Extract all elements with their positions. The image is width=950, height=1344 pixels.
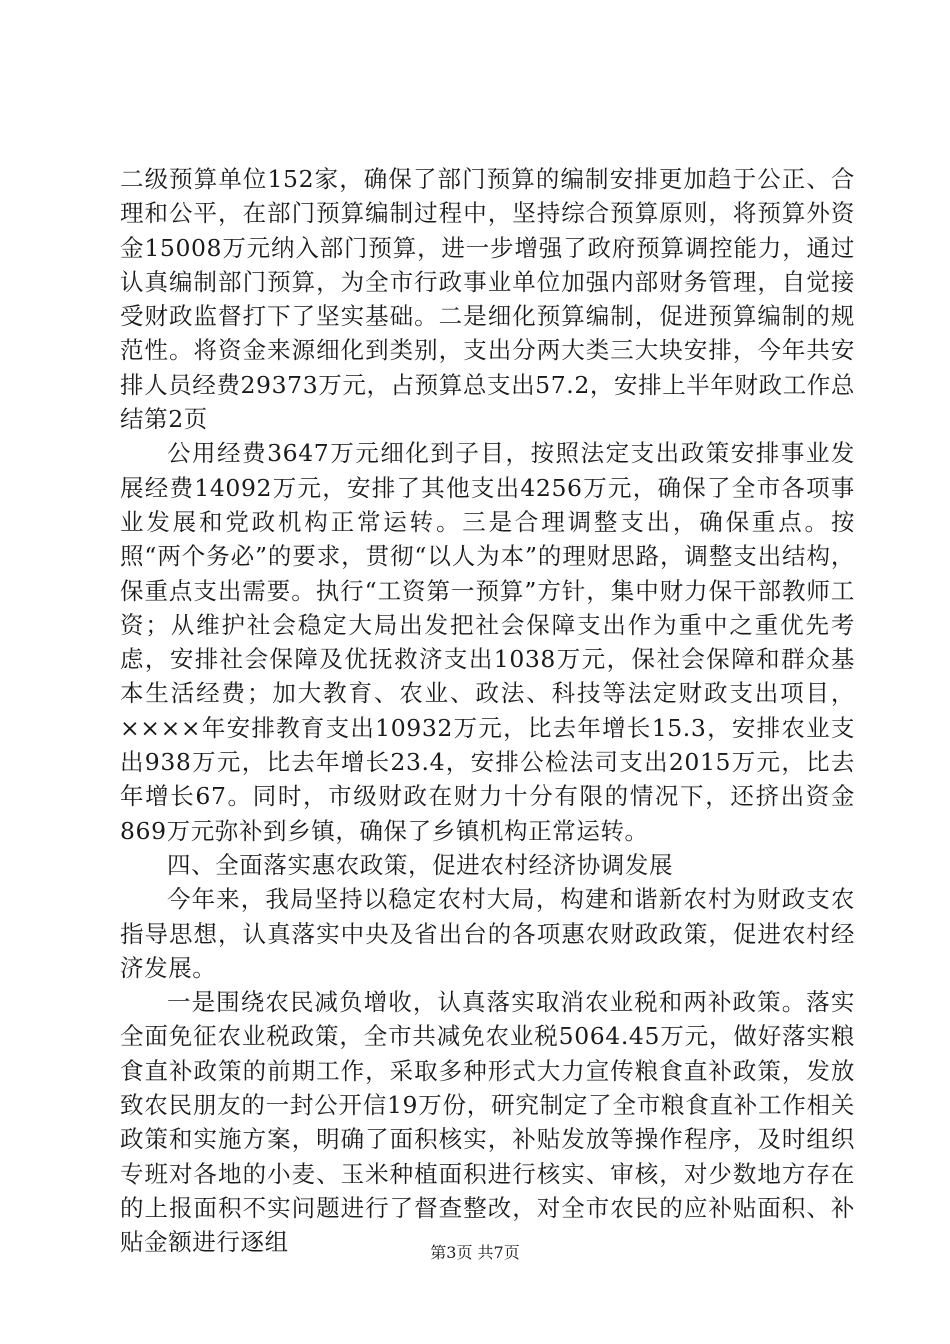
paragraph-5: 一是围绕农民减负增收，认真落实取消农业税和两补政策。落实全面免征农业税政策，全市共减免农业税5064.45万元，做好落实粮食直补政策的前期工作，采取多种形式大力宣传粮食直补政策，发放致农民朋友的一封公开信19万份，研究制定了全市粮食直补工作相关政策和实施方案，明确了面积核实，补贴发放等操作程序，及时组织专班对各地的小麦、玉米种植面积进行核实、审核，对少数地方存在的上报面积不实问题进行了督查整改，对全市农民的应补贴面积、补贴金额进行逐组 [120, 988, 855, 1257]
paragraph-2: 公用经费3647万元细化到子目，按照法定支出政策安排事业发展经费14092万元，安排了其他支出4256万元，确保了全市各项事业发展和党政机构正常运转。三是合理调整支出，确保重点。按照“两个务必”的要求，贯彻“以人为本”的理财思路，调整支出结构，保重点支出需要。执行“工资第一预算”方针，集中财力保干部教师工资；从维护社会稳定大局出发把社会保障支出作为重中之重优先考虑，安排社会保障及优抚救济支出1038万元，保社会保障和群众基本生活经费；加大教育、农业、政法、科技等法定财政支出项目，××××年安排教育支出10932万元，比去年增长15.3，安排农业支出938万元，比去年增长23.4，安排公检法司支出2015万元，比去年增长67。同时，市级财政在财力十分有限的情况下，还挤出资金869万元弥补到乡镇，确保了乡镇机构正常运转。 [120, 439, 855, 845]
document-body [120, 162, 855, 1260]
paragraph-1: 二级预算单位152家，确保了部门预算的编制安排更加趋于公正、合理和公平，在部门预算编制过程中，坚持综合预算原则，将预算外资金15008万元纳入部门预算，进一步增强了政府预算调控能力，通过认真编制部门预算，为全市行政事业单位加强内部财务管理，自觉接受财政监督打下了坚实基础。二是细化预算编制，促进预算编制的规范性。将资金来源细化到类别，支出分两大类三大块安排，今年共安排人员经费29373万元，占预算总支出57.2，安排上半年财政工作总结第2页 [120, 165, 855, 434]
page-footer: 第3页 共7页 [430, 1243, 520, 1262]
section-heading-4: 四、全面落实惠农政策，促进农村经济协调发展 [167, 850, 674, 879]
paragraph-4: 今年来，我局坚持以稳定农村大局，构建和谐新农村为财政支农指导思想，认真落实中央及省出台的各项惠农财政政策，促进农村经济发展。 [120, 885, 855, 982]
